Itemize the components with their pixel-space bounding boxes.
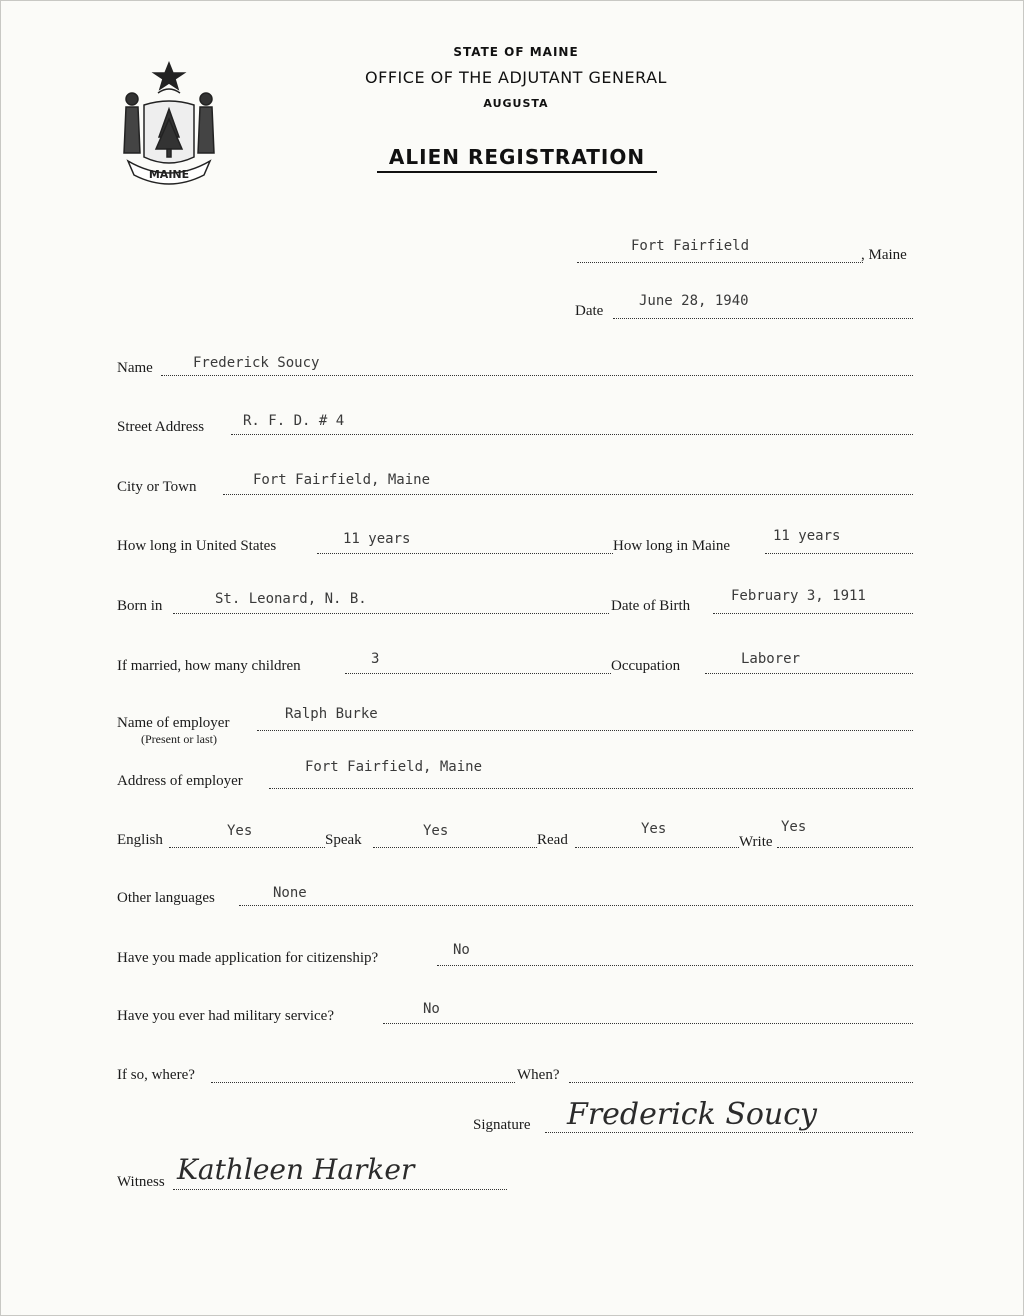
speak-line xyxy=(373,847,537,848)
when-label: When? xyxy=(517,1067,560,1083)
seal-text: MAINE xyxy=(148,168,190,181)
form-title: ALIEN REGISTRATION xyxy=(377,145,657,173)
born-in-line xyxy=(173,613,609,614)
how-long-us-line xyxy=(317,553,613,554)
when-line xyxy=(569,1082,913,1083)
speak-label: Speak xyxy=(325,832,362,848)
other-languages-label: Other languages xyxy=(117,890,215,906)
military-label: Have you ever had military service? xyxy=(117,1008,334,1024)
street-address-label: Street Address xyxy=(117,419,205,435)
how-long-us-value[interactable]: 11 years xyxy=(343,531,411,547)
born-in-value[interactable]: St. Leonard, N. B. xyxy=(215,591,367,607)
other-languages-value[interactable]: None xyxy=(273,885,307,901)
street-address-line xyxy=(231,434,913,435)
date-of-birth-label: Date of Birth xyxy=(611,598,691,614)
born-in-label: Born in xyxy=(117,598,163,614)
signature-label: Signature xyxy=(473,1117,531,1133)
speak-value[interactable]: Yes xyxy=(423,823,449,839)
write-line xyxy=(777,847,913,848)
how-long-us-label: How long in United States xyxy=(117,538,277,554)
signature-line xyxy=(545,1132,913,1133)
employer-line xyxy=(257,730,913,731)
place-line xyxy=(577,262,863,263)
read-line xyxy=(575,847,739,848)
how-long-maine-value[interactable]: 11 years xyxy=(773,528,841,544)
how-long-maine-label: How long in Maine xyxy=(613,538,731,554)
english-label: English xyxy=(117,832,163,848)
citizenship-line xyxy=(437,965,913,966)
write-label: Write xyxy=(739,834,773,850)
header-city: AUGUSTA xyxy=(483,97,549,110)
date-of-birth-line xyxy=(713,613,913,614)
date-line xyxy=(613,318,913,319)
city-line xyxy=(223,494,913,495)
military-line xyxy=(383,1023,913,1024)
date-of-birth-value[interactable]: February 3, 1911 xyxy=(731,588,866,604)
employer-address-label: Address of employer xyxy=(117,773,243,789)
city-label: City or Town xyxy=(117,479,197,495)
header-state: STATE OF MAINE xyxy=(453,45,579,59)
children-label: If married, how many children xyxy=(117,658,301,674)
employer-address-value[interactable]: Fort Fairfield, Maine xyxy=(305,759,483,775)
occupation-label: Occupation xyxy=(611,658,681,674)
witness-line xyxy=(173,1189,507,1190)
name-value[interactable]: Frederick Soucy xyxy=(193,355,320,371)
how-long-maine-line xyxy=(765,553,913,554)
children-value[interactable]: 3 xyxy=(371,651,380,667)
read-label: Read xyxy=(537,832,568,848)
street-address-value[interactable]: R. F. D. # 4 xyxy=(243,413,345,429)
place-value[interactable]: Fort Fairfield xyxy=(631,238,750,254)
witness-label: Witness xyxy=(117,1174,165,1190)
employer-label: Name of employer xyxy=(117,715,230,731)
occupation-value[interactable]: Laborer xyxy=(741,651,801,667)
place-suffix: , Maine xyxy=(861,247,907,263)
military-value[interactable]: No xyxy=(423,1001,440,1017)
read-value[interactable]: Yes xyxy=(641,821,667,837)
write-value[interactable]: Yes xyxy=(781,819,807,835)
if-so-where-label: If so, where? xyxy=(117,1067,195,1083)
occupation-line xyxy=(705,673,913,674)
citizenship-label: Have you made application for citizenship? xyxy=(117,950,379,966)
date-value[interactable]: June 28, 1940 xyxy=(639,293,749,309)
english-line xyxy=(169,847,325,848)
employer-value[interactable]: Ralph Burke xyxy=(285,706,378,722)
city-value[interactable]: Fort Fairfield, Maine xyxy=(253,472,431,488)
english-value[interactable]: Yes xyxy=(227,823,253,839)
employer-address-line xyxy=(269,788,913,789)
employer-sublabel: (Present or last) xyxy=(141,732,217,746)
signature-value[interactable]: Frederick Soucy xyxy=(567,1097,818,1132)
name-label: Name xyxy=(117,360,153,376)
if-so-where-line xyxy=(211,1082,515,1083)
other-languages-line xyxy=(239,905,913,906)
date-label: Date xyxy=(575,303,604,319)
citizenship-value[interactable]: No xyxy=(453,942,470,958)
name-line xyxy=(161,375,913,376)
witness-value[interactable]: Kathleen Harker xyxy=(177,1153,415,1186)
header-office: OFFICE OF THE ADJUTANT GENERAL xyxy=(365,68,667,87)
children-line xyxy=(345,673,611,674)
